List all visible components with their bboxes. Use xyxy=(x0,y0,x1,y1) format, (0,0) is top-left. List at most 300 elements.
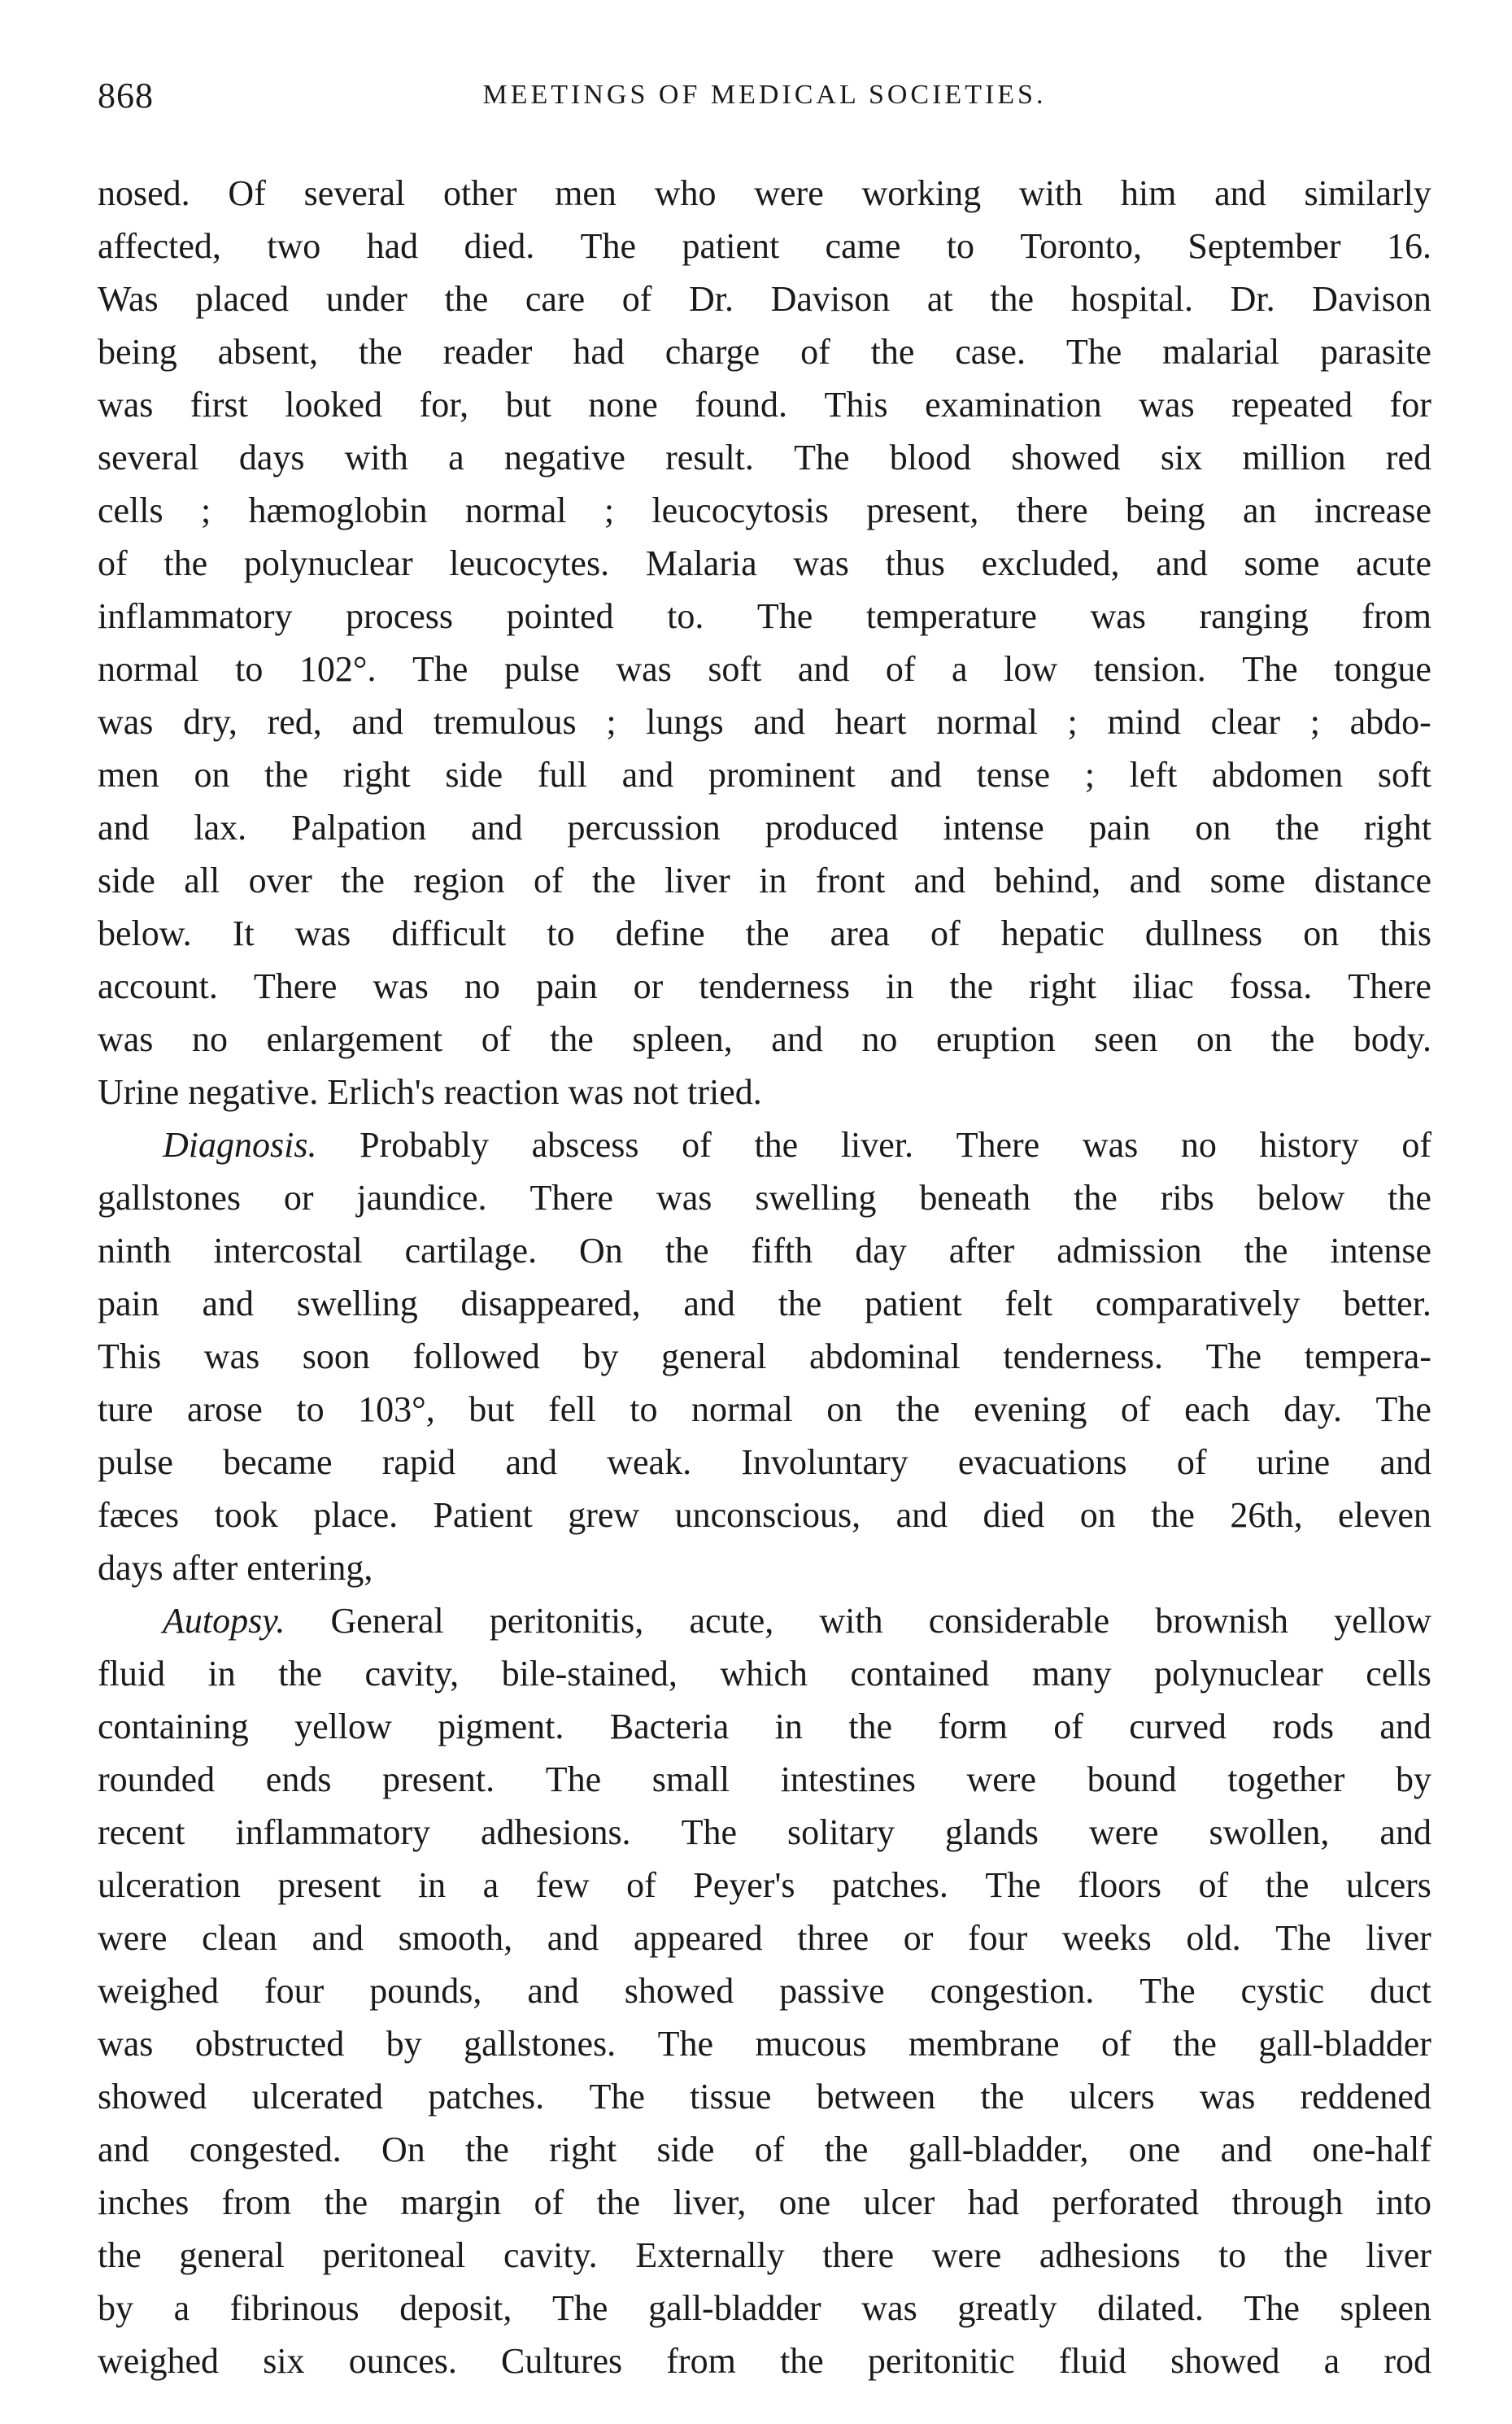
word: soft xyxy=(1377,755,1431,795)
word: no xyxy=(1180,1125,1217,1165)
word: was xyxy=(793,543,849,583)
word: but xyxy=(505,385,551,425)
word: The xyxy=(794,438,850,477)
running-head xyxy=(98,75,1431,124)
word: and xyxy=(621,755,674,795)
word: the xyxy=(1265,1865,1309,1905)
word: to. xyxy=(667,596,704,636)
text-line xyxy=(98,2176,1431,2229)
word: liver xyxy=(1366,1918,1431,1958)
word: pointed xyxy=(506,596,614,636)
word: yellow xyxy=(294,1707,392,1746)
word: days xyxy=(98,1548,172,1588)
word: the xyxy=(664,1231,709,1271)
text-line xyxy=(98,2282,1431,2335)
word: one-half xyxy=(1312,2130,1431,2169)
word: on xyxy=(194,755,230,795)
word: enlargement xyxy=(266,1019,443,1059)
word: men xyxy=(98,755,159,795)
word: cells xyxy=(98,490,163,530)
word: The xyxy=(1205,1336,1262,1376)
word: there xyxy=(1016,490,1088,530)
word: ; xyxy=(1084,755,1095,795)
word: by xyxy=(1396,1759,1431,1799)
word: the xyxy=(1074,1178,1118,1218)
word: swelling xyxy=(296,1284,418,1323)
word: had xyxy=(573,332,625,372)
word: and xyxy=(98,808,150,848)
word: evacuations xyxy=(957,1442,1127,1482)
word: the xyxy=(778,1284,822,1323)
word: patches. xyxy=(832,1865,948,1905)
word: fluid xyxy=(98,1654,166,1694)
word: or xyxy=(283,1178,314,1218)
word: account. xyxy=(98,966,218,1006)
word: and xyxy=(1214,173,1266,213)
word: the xyxy=(341,861,385,900)
word: blood xyxy=(889,438,971,477)
word: cavity. xyxy=(503,2235,598,2275)
word: rapid xyxy=(381,1442,456,1482)
word: Bacteria xyxy=(609,1707,730,1746)
text-line xyxy=(98,1594,1431,1647)
word: peritonitic xyxy=(867,2341,1015,2381)
word: cystic xyxy=(1240,1971,1325,2011)
word: reddened xyxy=(1300,2077,1431,2117)
text-line xyxy=(98,325,1431,378)
word: and xyxy=(753,702,805,742)
word: heart xyxy=(834,702,907,742)
word: The xyxy=(756,596,813,636)
word: lax. xyxy=(194,808,247,848)
word: The xyxy=(657,2024,713,2064)
word: lungs xyxy=(646,702,724,742)
word: body. xyxy=(1353,1019,1431,1059)
text-line xyxy=(98,2229,1431,2282)
word: obstructed xyxy=(194,2024,345,2064)
word: several xyxy=(303,173,406,213)
running-title: MEETINGS OF MEDICAL SOCIETIES. xyxy=(482,80,1047,110)
word: right xyxy=(549,2130,617,2169)
word: inflammatory xyxy=(98,596,293,636)
word: present xyxy=(277,1865,381,1905)
word: bound xyxy=(1087,1759,1177,1799)
word: hospital. xyxy=(1070,279,1193,319)
word: tremulous xyxy=(433,702,577,742)
word: not xyxy=(632,1072,688,1112)
word: no xyxy=(861,1019,898,1059)
word: ulcer xyxy=(863,2182,935,2222)
word: normal xyxy=(936,702,1038,742)
word: dullness xyxy=(1144,913,1263,953)
word: first xyxy=(190,385,248,425)
word: general xyxy=(661,1336,767,1376)
word: and xyxy=(1156,543,1208,583)
word: of xyxy=(626,1865,656,1905)
word: the xyxy=(358,332,403,372)
word: showed xyxy=(1170,2341,1280,2381)
word: old. xyxy=(1186,1918,1241,1958)
word: below xyxy=(1257,1178,1345,1218)
word: over xyxy=(248,861,312,900)
word: curved xyxy=(1129,1707,1227,1746)
word: intestines xyxy=(780,1759,916,1799)
word: Probably xyxy=(359,1125,489,1165)
word: was xyxy=(616,649,672,689)
word: for xyxy=(1389,385,1431,425)
word: tissue xyxy=(690,2077,772,2117)
word: to xyxy=(235,649,264,689)
word: of xyxy=(930,913,961,953)
word: front xyxy=(815,861,886,900)
word: some xyxy=(1209,861,1286,900)
text-line xyxy=(98,272,1431,325)
word: increase xyxy=(1314,490,1431,530)
word: better. xyxy=(1343,1284,1431,1323)
word: yellow xyxy=(1334,1601,1431,1641)
word: weeks xyxy=(1061,1918,1152,1958)
word: intense xyxy=(943,808,1044,848)
word: tongue xyxy=(1334,649,1431,689)
word: adhesions xyxy=(1039,2235,1181,2275)
word: which xyxy=(720,1654,808,1694)
word: pigment. xyxy=(438,1707,564,1746)
word: and xyxy=(312,1918,364,1958)
word: present, xyxy=(866,490,979,530)
word: one xyxy=(778,2182,831,2222)
word: rounded xyxy=(98,1759,216,1799)
word: care xyxy=(525,279,586,319)
word: abdominal xyxy=(809,1336,961,1376)
word: clear xyxy=(1210,702,1281,742)
word: the xyxy=(1151,1495,1195,1535)
text-line xyxy=(98,378,1431,431)
word: to xyxy=(946,226,974,266)
word: temperature xyxy=(865,596,1037,636)
word: the xyxy=(824,2130,869,2169)
word: dilated. xyxy=(1097,2288,1204,2328)
word: examination xyxy=(925,385,1102,425)
word: the xyxy=(745,913,790,953)
word: The xyxy=(1139,1971,1196,2011)
word: ; xyxy=(1067,702,1078,742)
word: together xyxy=(1227,1759,1345,1799)
word: low xyxy=(1004,649,1058,689)
word: by xyxy=(582,1336,619,1376)
word: four xyxy=(264,1971,325,2011)
word: grew xyxy=(568,1495,640,1535)
word: normal xyxy=(98,649,199,689)
word: was xyxy=(98,702,154,742)
word: to xyxy=(1218,2235,1247,2275)
word: leucocytes. xyxy=(449,543,610,583)
word: soon xyxy=(302,1336,370,1376)
word: iliac xyxy=(1132,966,1194,1006)
word: with xyxy=(344,438,408,477)
word: mucous xyxy=(755,2024,867,2064)
word: were xyxy=(931,2235,1002,2275)
word: The xyxy=(589,2077,645,2117)
word: there xyxy=(822,2235,895,2275)
text-line xyxy=(98,643,1431,695)
word: spleen, xyxy=(632,1019,733,1059)
word: in xyxy=(207,1654,236,1694)
word: The xyxy=(1375,1389,1431,1429)
word: days xyxy=(238,438,305,477)
word: ; xyxy=(1309,702,1320,742)
word: fell xyxy=(548,1389,596,1429)
word: or xyxy=(903,1918,934,1958)
word: from xyxy=(666,2341,736,2381)
text-line xyxy=(98,1436,1431,1489)
text-line xyxy=(98,220,1431,272)
word: region xyxy=(413,861,505,900)
word: was xyxy=(98,385,154,425)
word: affected, xyxy=(98,226,221,266)
word: fæces xyxy=(98,1495,180,1535)
word: cavity, xyxy=(364,1654,460,1694)
word: eruption xyxy=(935,1019,1056,1059)
word: some xyxy=(1244,543,1320,583)
word: between xyxy=(816,2077,936,2117)
text-line xyxy=(98,1013,1431,1066)
word: of xyxy=(1101,2024,1131,2064)
word: Dr. xyxy=(1230,279,1275,319)
text-line xyxy=(98,1383,1431,1436)
word: polynuclear xyxy=(1154,1654,1323,1694)
word: containing xyxy=(98,1707,249,1746)
word: urine xyxy=(1256,1442,1331,1482)
word: at xyxy=(926,279,953,319)
word: on xyxy=(826,1389,863,1429)
word: the xyxy=(895,1389,940,1429)
word: was xyxy=(1199,2077,1256,2117)
text-line xyxy=(98,2070,1431,2123)
word: unconscious, xyxy=(674,1495,861,1535)
word: of xyxy=(1198,1865,1229,1905)
word: malarial xyxy=(1162,332,1280,372)
word: This xyxy=(98,1336,162,1376)
word: the xyxy=(1244,1231,1288,1271)
word: solitary xyxy=(787,1812,895,1852)
word: of xyxy=(534,2182,564,2222)
word: liver xyxy=(664,861,730,900)
word: with xyxy=(1018,173,1083,213)
word: weighed xyxy=(98,2341,220,2381)
word: working xyxy=(861,173,982,213)
word: admission xyxy=(1057,1231,1202,1271)
word: on xyxy=(1195,808,1231,848)
word: normal xyxy=(691,1389,793,1429)
word: six xyxy=(1160,438,1203,477)
word: and xyxy=(890,755,942,795)
word: General xyxy=(330,1601,444,1641)
word: showed xyxy=(98,2077,207,2117)
word: negative. xyxy=(188,1072,328,1112)
text-line xyxy=(98,1700,1431,1753)
word: weak. xyxy=(607,1442,692,1482)
word: of xyxy=(481,1019,512,1059)
text-line xyxy=(98,1964,1431,2017)
word: Patient xyxy=(433,1495,533,1535)
word: ulcers xyxy=(1345,1865,1431,1905)
word: This xyxy=(824,385,888,425)
body-text xyxy=(98,167,1431,2387)
word: Autopsy. xyxy=(163,1601,285,1641)
word: gall-bladder xyxy=(1258,2024,1431,2064)
word: was xyxy=(1139,385,1195,425)
word: The xyxy=(580,226,637,266)
word: Diagnosis. xyxy=(163,1125,317,1165)
word: congested. xyxy=(189,2130,342,2169)
word: history xyxy=(1259,1125,1359,1165)
word: of xyxy=(885,649,916,689)
word: pain xyxy=(98,1284,159,1323)
text-line xyxy=(98,748,1431,801)
word: intercostal xyxy=(213,1231,363,1271)
text-line xyxy=(98,1066,1431,1118)
word: There xyxy=(529,1178,614,1218)
word: of xyxy=(1176,1442,1207,1482)
word: the xyxy=(1283,2235,1328,2275)
word: the xyxy=(990,279,1035,319)
word: floors xyxy=(1078,1865,1161,1905)
word: swelling xyxy=(755,1178,877,1218)
word: comparatively xyxy=(1095,1284,1301,1323)
word: liver. xyxy=(840,1125,914,1165)
word: a xyxy=(952,649,968,689)
word: to xyxy=(630,1389,658,1429)
text-line xyxy=(98,537,1431,590)
word: many xyxy=(1031,1654,1112,1694)
word: intense xyxy=(1330,1231,1431,1271)
word: the xyxy=(980,2077,1025,2117)
word: the xyxy=(1270,1019,1315,1059)
word: a xyxy=(1323,2341,1340,2381)
word: ulceration xyxy=(98,1865,241,1905)
word: weighed xyxy=(98,1971,220,2011)
word: four xyxy=(967,1918,1028,1958)
word: the xyxy=(949,966,993,1006)
word: a xyxy=(448,438,464,477)
word: after xyxy=(948,1231,1015,1271)
word: smooth, xyxy=(398,1918,513,1958)
word: was xyxy=(568,1072,633,1112)
word: thus xyxy=(885,543,945,583)
word: and xyxy=(683,1284,735,1323)
word: by xyxy=(98,2288,133,2328)
word: the xyxy=(1173,2024,1217,2064)
word: hæmoglobin xyxy=(248,490,428,530)
word: the xyxy=(163,543,208,583)
word: were xyxy=(98,1918,168,1958)
word: Malaria xyxy=(645,543,757,583)
word: but xyxy=(468,1389,515,1429)
word: the xyxy=(1388,1178,1431,1218)
word: from xyxy=(221,2182,292,2222)
word: followed xyxy=(412,1336,540,1376)
word: beneath xyxy=(919,1178,1031,1218)
word: day. xyxy=(1283,1389,1342,1429)
word: for, xyxy=(419,385,469,425)
word: none xyxy=(588,385,658,425)
word: contained xyxy=(850,1654,990,1694)
word: and xyxy=(1379,1442,1431,1482)
word: on xyxy=(1196,1019,1232,1059)
word: ninth xyxy=(98,1231,172,1271)
word: the xyxy=(98,2235,142,2275)
word: reaction xyxy=(443,1072,569,1112)
word: The xyxy=(1065,332,1122,372)
word: and xyxy=(471,808,523,848)
word: fossa. xyxy=(1229,966,1313,1006)
word: men xyxy=(555,173,617,213)
text-line xyxy=(98,1330,1431,1383)
text-line xyxy=(98,1277,1431,1330)
text-line xyxy=(98,1118,1431,1171)
word: clean xyxy=(202,1918,277,1958)
word: The xyxy=(552,2288,608,2328)
word: normal xyxy=(464,490,567,530)
word: pain xyxy=(535,966,598,1006)
word: was xyxy=(1082,1125,1139,1165)
word: and xyxy=(1129,861,1182,900)
word: Externally xyxy=(635,2235,785,2275)
word: ture xyxy=(98,1389,154,1429)
word: September xyxy=(1187,226,1341,266)
word: Involuntary xyxy=(741,1442,909,1482)
word: were xyxy=(1088,1812,1159,1852)
word: acute xyxy=(1356,543,1431,583)
word: being xyxy=(1125,490,1205,530)
text-line xyxy=(98,484,1431,537)
word: through xyxy=(1231,2182,1344,2222)
word: died xyxy=(983,1495,1045,1535)
word: spleen xyxy=(1340,2288,1431,2328)
text-line xyxy=(98,2123,1431,2176)
word: deposit, xyxy=(399,2288,512,2328)
word: an xyxy=(1243,490,1277,530)
word: tenderness. xyxy=(1003,1336,1164,1376)
word: looked xyxy=(285,385,383,425)
text-line xyxy=(98,1171,1431,1224)
word: came xyxy=(825,226,901,266)
word: who xyxy=(654,173,717,213)
word: cells xyxy=(1366,1654,1431,1694)
word: felt xyxy=(1004,1284,1053,1323)
word: left xyxy=(1129,755,1178,795)
word: tempera- xyxy=(1304,1336,1431,1376)
word: full xyxy=(537,755,587,795)
word: and xyxy=(505,1442,557,1482)
word: Davison xyxy=(1312,279,1431,319)
word: was xyxy=(203,1336,260,1376)
word: ; xyxy=(606,702,617,742)
word: of xyxy=(534,861,564,900)
word: glands xyxy=(945,1812,1039,1852)
word: the xyxy=(1275,808,1319,848)
word: negative xyxy=(503,438,625,477)
word: in xyxy=(759,861,787,900)
word: patient xyxy=(682,226,780,266)
word: of xyxy=(98,543,128,583)
word: difficult xyxy=(391,913,507,953)
word: swollen, xyxy=(1209,1812,1330,1852)
word: to xyxy=(547,913,575,953)
word: a xyxy=(173,2288,190,2328)
word: was xyxy=(294,913,351,953)
word: acute, xyxy=(689,1601,774,1641)
